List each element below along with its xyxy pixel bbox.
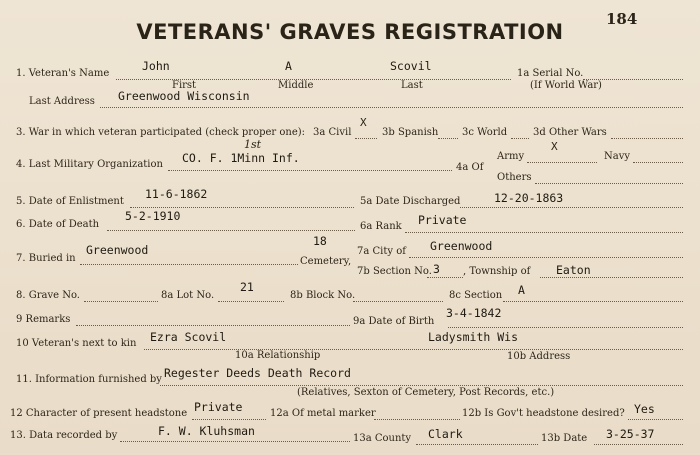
label-of: 4a Of: [456, 162, 484, 173]
section-value: A: [518, 283, 525, 297]
label-next-of-kin: 10 Veteran's next to kin: [16, 338, 137, 349]
rank-value: Private: [418, 213, 467, 227]
label-buried-in: 7. Buried in: [16, 253, 76, 264]
label-other-wars: 3d Other Wars: [533, 127, 607, 138]
death-line: [107, 230, 355, 231]
label-middle: Middle: [278, 80, 314, 91]
label-informant: 11. Information furnished by: [16, 374, 162, 385]
label-cemetery: Cemetery,: [300, 256, 352, 267]
section-no-line: [427, 277, 463, 278]
township-value: Eaton: [556, 263, 591, 277]
label-informant-sub: (Relatives, Sexton of Cemetery, Post Records, etc.): [297, 387, 555, 398]
label-block-no: 8b Block No.: [290, 290, 356, 301]
rank-line: [405, 232, 683, 233]
spanish-line: [438, 138, 458, 139]
next-of-kin-value: Ezra Scovil: [150, 330, 227, 344]
army-line: [527, 162, 597, 163]
label-headstone: 12 Character of present headstone: [10, 408, 188, 419]
label-section-no: 7b Section No.: [357, 266, 432, 277]
civil-line: [355, 138, 377, 139]
org-line: [168, 170, 452, 171]
label-death: 6. Date of Death: [16, 219, 100, 230]
informant-value: Regester Deeds Death Record: [164, 366, 351, 380]
label-army: Army: [497, 151, 525, 162]
label-recorded-by: 13. Data recorded by: [10, 430, 118, 441]
discharge-date-value: 12-20-1863: [494, 191, 564, 205]
label-first: First: [172, 80, 197, 91]
kin-address-value: Ladysmith Wis: [428, 330, 519, 344]
others-line: [535, 183, 683, 184]
date-line: [594, 444, 683, 445]
organization-note: 1st: [244, 138, 262, 151]
enlistment-date-value: 11-6-1862: [145, 187, 208, 201]
section-no-value: 3: [433, 262, 440, 276]
label-serial-no: 1a Serial No.: [517, 68, 584, 79]
label-metal-marker: 12a Of metal marker: [270, 408, 376, 419]
kin-line: [144, 349, 683, 350]
form-title: VETERANS' GRAVES REGISTRATION: [136, 20, 564, 44]
navy-line: [633, 162, 683, 163]
label-navy: Navy: [604, 151, 631, 162]
label-govt-headstone: 12b Is Gov't headstone desired?: [462, 408, 625, 419]
label-spanish: 3b Spanish: [382, 127, 439, 138]
label-section: 8c Section: [449, 290, 503, 301]
label-war: 3. War in which veteran participated (check proper one):: [16, 127, 306, 138]
govt-line: [628, 419, 683, 420]
label-veteran-name: 1. Veteran's Name: [16, 68, 110, 79]
label-enlistment: 5. Date of Enlistment: [16, 196, 124, 207]
label-last: Last: [401, 80, 423, 91]
army-checkmark: X: [551, 140, 558, 153]
label-rank: 6a Rank: [360, 221, 402, 232]
block-line: [353, 301, 443, 302]
label-others: Others: [497, 172, 532, 183]
label-remarks: 9 Remarks: [16, 314, 71, 325]
township-line: [540, 277, 683, 278]
label-grave-no: 8. Grave No.: [16, 290, 80, 301]
county-value: Clark: [428, 427, 463, 441]
birth-line: [448, 327, 683, 328]
first-name-value: John: [142, 59, 170, 73]
buried-line: [80, 264, 298, 265]
label-lot-no: 8a Lot No.: [161, 290, 215, 301]
label-kin-address: 10b Address: [507, 351, 571, 362]
buried-in-value: Greenwood: [86, 243, 149, 257]
card-number: 184: [606, 10, 638, 28]
label-relationship: 10a Relationship: [235, 350, 321, 361]
recorded-by-line: [120, 441, 350, 442]
label-recorded-date: 13b Date: [541, 433, 588, 444]
label-township: , Township of: [463, 266, 531, 277]
organization-value: CO. F. 1Minn Inf.: [182, 151, 300, 165]
metal-marker-line: [374, 419, 460, 420]
last-name-value: Scovil: [390, 59, 432, 73]
label-last-address: Last Address: [29, 96, 95, 107]
label-if-world-war: (If World War): [530, 80, 602, 91]
death-date-value: 5-2-1910: [125, 209, 181, 223]
label-birth: 9a Date of Birth: [353, 316, 435, 327]
world-line: [511, 138, 529, 139]
label-world: 3c World: [462, 127, 508, 138]
headstone-line: [192, 419, 266, 420]
recorded-date-value: 3-25-37: [606, 427, 655, 441]
remarks-line: [76, 325, 350, 326]
cemetery-number-value: 18: [313, 234, 327, 248]
grave-line: [84, 301, 158, 302]
discharge-line: [460, 207, 683, 208]
label-military-org: 4. Last Military Organization: [16, 159, 163, 170]
label-county: 13a County: [353, 433, 412, 444]
govt-headstone-value: Yes: [634, 402, 655, 416]
lot-no-value: 21: [240, 280, 254, 294]
birth-date-value: 3-4-1842: [446, 306, 502, 320]
middle-initial-value: A: [285, 59, 292, 73]
county-line: [416, 444, 538, 445]
address-line: [100, 107, 683, 108]
last-address-value: Greenwood Wisconsin: [118, 89, 250, 103]
enlistment-line: [130, 207, 354, 208]
civil-checkmark: X: [360, 116, 367, 129]
label-discharged: 5a Date Discharged: [360, 196, 461, 207]
city-value: Greenwood: [430, 239, 493, 253]
recorded-by-value: F. W. Kluhsman: [158, 424, 255, 438]
lot-line: [218, 301, 284, 302]
section-line: [503, 301, 683, 302]
label-civil: 3a Civil: [313, 127, 352, 138]
informant-line: [160, 385, 683, 386]
headstone-value: Private: [194, 400, 243, 414]
city-line: [409, 257, 683, 258]
other-wars-line: [611, 138, 683, 139]
label-city: 7a City of: [357, 246, 406, 257]
